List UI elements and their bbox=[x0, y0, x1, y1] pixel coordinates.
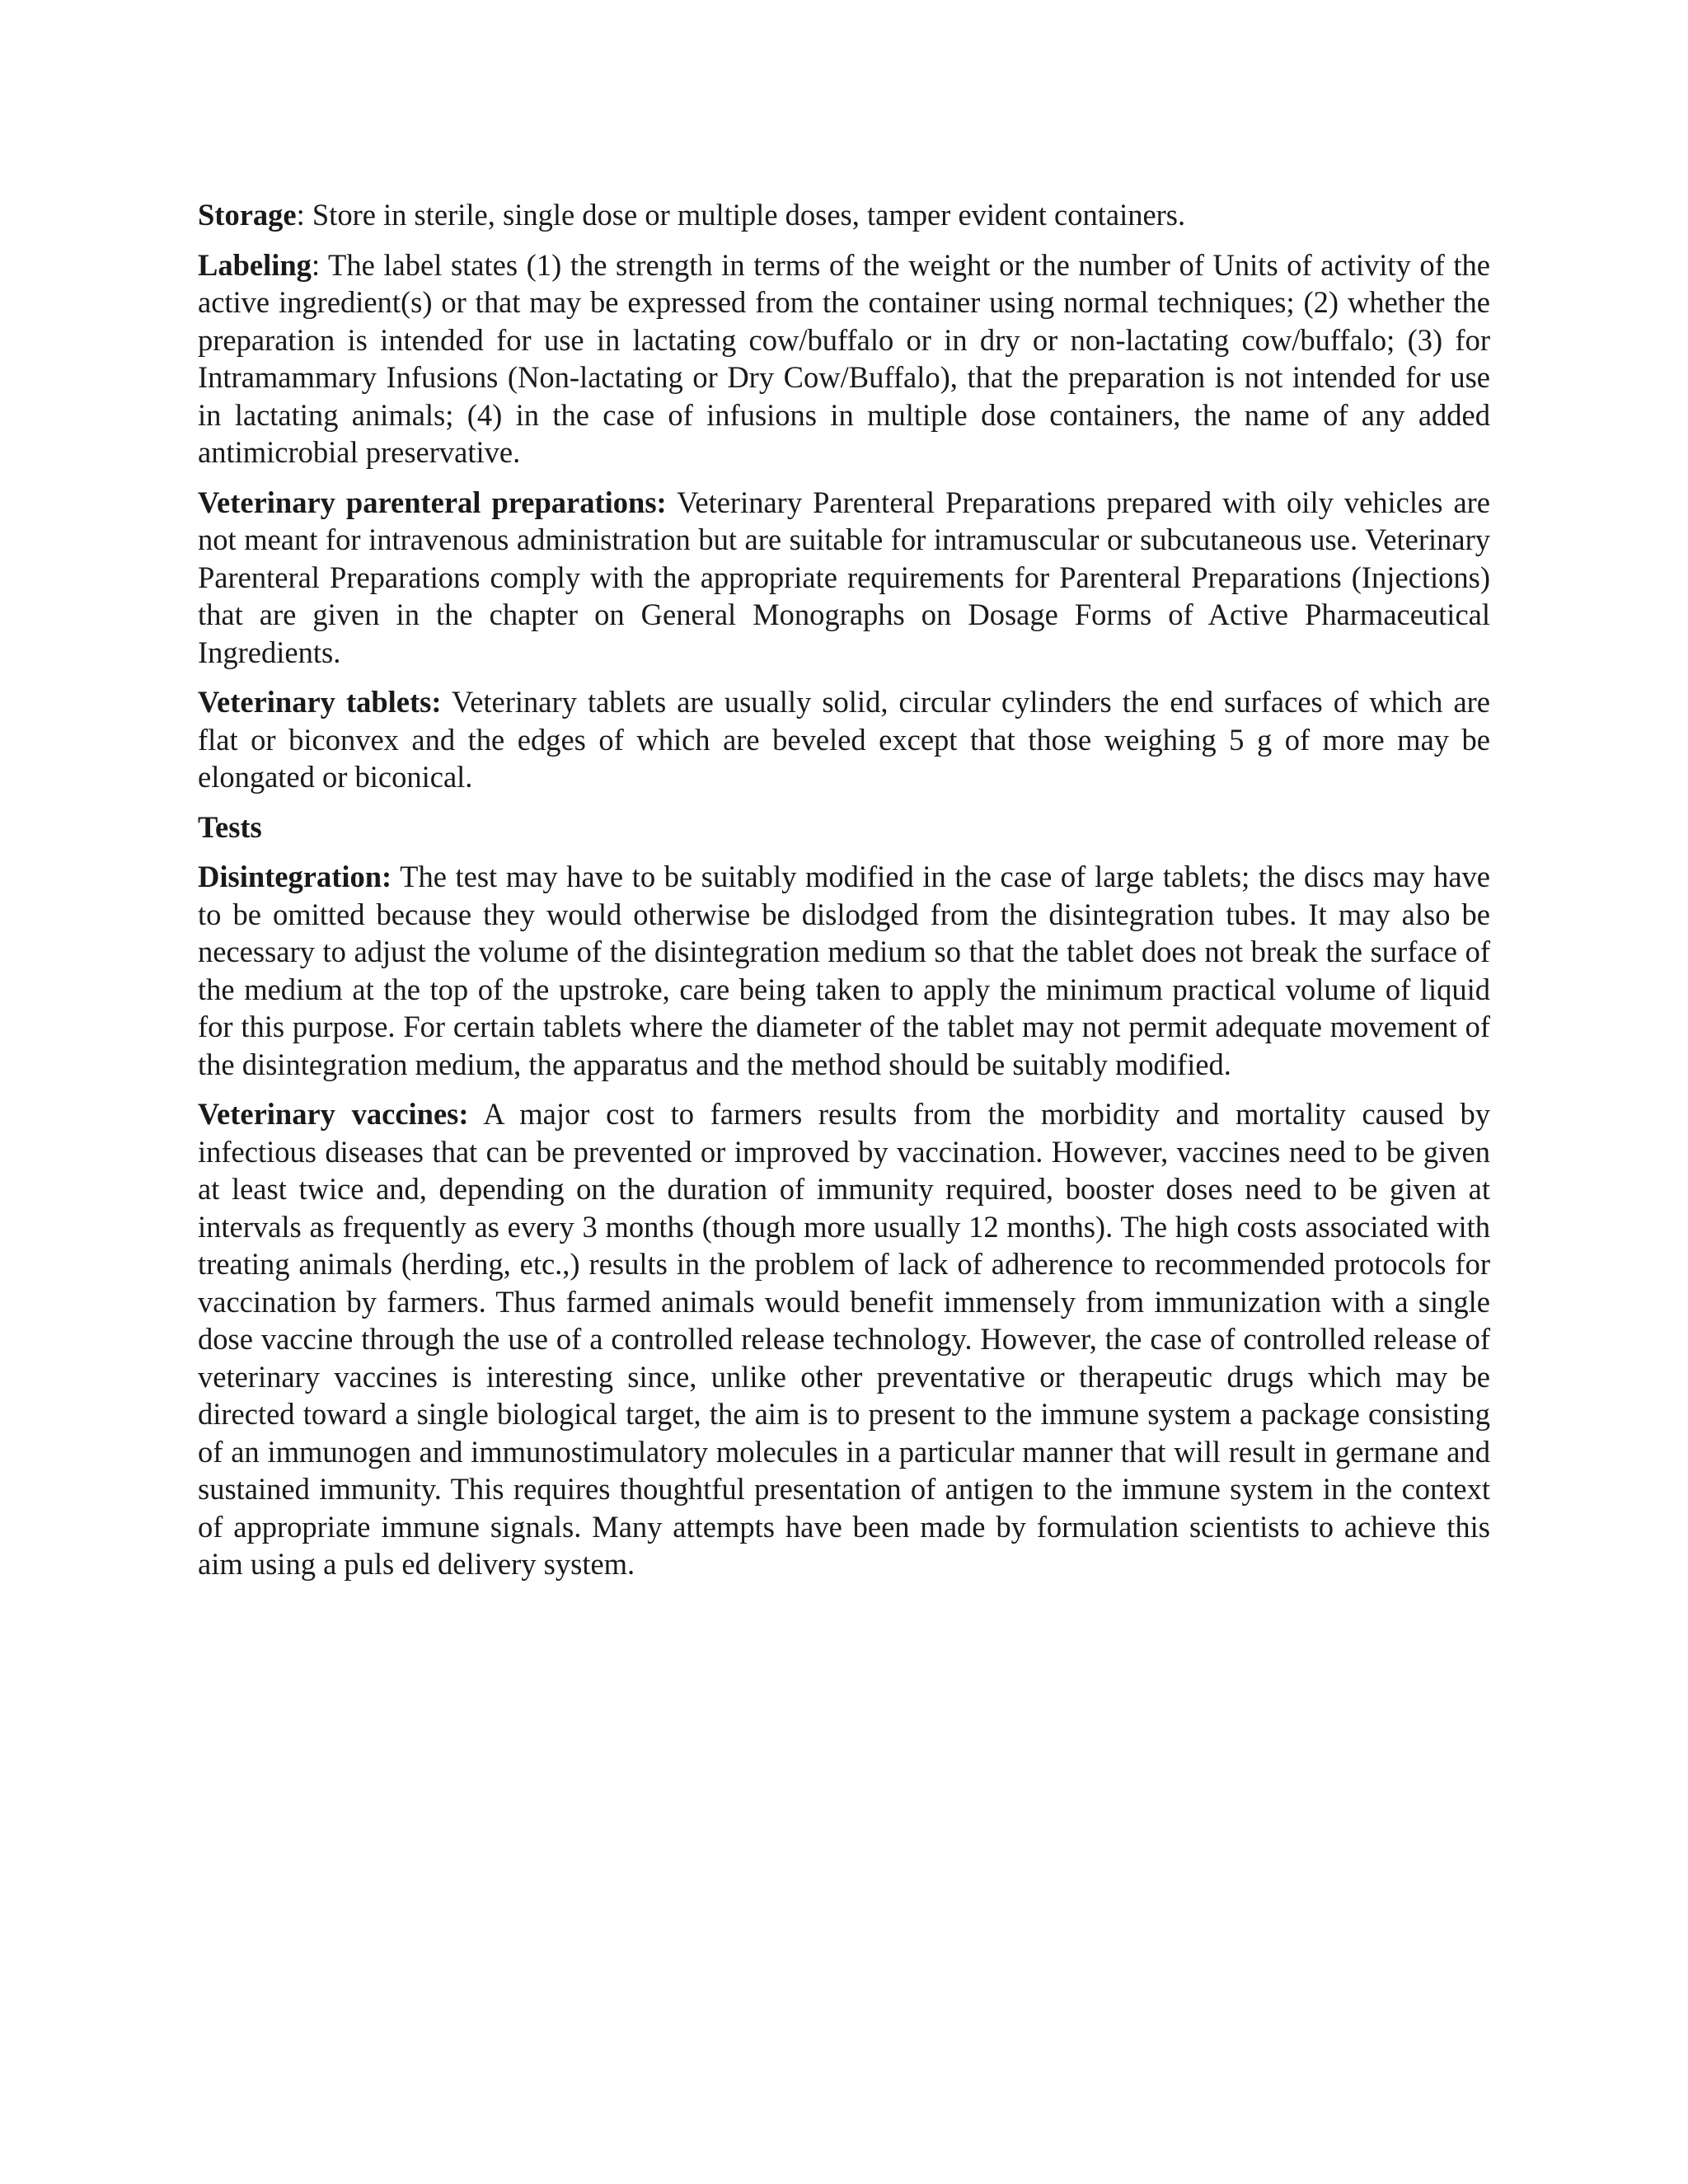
labeling-text: : The label states (1) the strength in terms of the weight or the number of Units of activity of the active ingredient(s) or that may be expressed from the container using normal techniques; (2) whether the preparation is intended for use in lactating cow/buffalo or in dry or non-lactating cow/buffalo; (3) for Intramammary Infusions (Non-lactating or Dry Cow/Buffalo), that the preparation is not intended for use in lactating animals; (4) in the case of infusions in multiple dose containers, the name of any added antimicrobial preservative. bbox=[198, 247, 1490, 469]
document-page bbox=[198, 196, 1490, 1596]
parenteral-text: Veterinary Parenteral Preparations prepared with oily vehicles are not meant for intravenous administration but are suitable for intramuscular or subcutaneous use. Veterinary Parenteral Preparations comply with the appropriate requirements for Parenteral Preparations (Injections) that are given in the chapter on General Monographs on Dosage Forms of Active Pharmaceutical Ingredients. bbox=[198, 485, 1490, 669]
tablets-text: Veterinary tablets are usually solid, circular cylinders the end surfaces of which are flat or biconvex and the edges of which are beveled except that those weighing 5 g of more may be elongated or biconical. bbox=[198, 685, 1491, 794]
disintegration-term: Disintegration: bbox=[198, 860, 392, 893]
labeling-paragraph bbox=[198, 246, 1490, 471]
vaccines-text: A major cost to farmers results from the morbidity and mortality caused by infectious diseases that can be prevented or improved by vaccination. However, vaccines need to be given at least twice and, depending on the duration of immunity required, booster doses need to be given at intervals as frequently as every 3 months (though more usually 12 months). The high costs associated with treating animals (herding, etc.,) results in the problem of lack of adherence to recommended protocols for vaccination by farmers. Thus farmed animals would benefit immensely from immunization with a single dose vaccine through the use of a controlled release technology. However, the case of controlled release of veterinary vaccines is interesting since, unlike other preventative or therapeutic drugs which may be directed toward a single biological target, the aim is to present to the immune system a package consisting of an immunogen and immunostimulatory molecules in a particular manner that will result in germane and sustained immunity. This requires thoughtful presentation of antigen to the immune system in the context of appropriate immune signals. Many attempts have been made by formulation scientists to achieve this aim using a puls ed delivery system. bbox=[198, 1097, 1490, 1581]
storage-paragraph bbox=[198, 196, 1490, 234]
parenteral-term: Veterinary parenteral preparations: bbox=[198, 485, 667, 519]
tablets-paragraph bbox=[198, 683, 1490, 796]
tests-heading: Tests bbox=[198, 809, 262, 844]
labeling-term: Labeling bbox=[198, 247, 312, 282]
vaccines-paragraph bbox=[198, 1095, 1490, 1583]
parenteral-paragraph bbox=[198, 484, 1490, 672]
storage-term: Storage bbox=[198, 198, 297, 232]
storage-text: : Store in sterile, single dose or multiple doses, tamper evident containers. bbox=[296, 198, 1186, 232]
disintegration-text: The test may have to be suitably modified in the case of large tablets; the discs may have to be omitted because they would otherwise be dislodged from the disintegration tubes. It may also be necessary to adjust the volume of the disintegration medium so that the tablet does not break the surface of the medium at the top of the upstroke, care being taken to apply the minimum practical volume of liquid for this purpose. For certain tablets where the diameter of the tablet may not permit adequate movement of the disintegration medium, the apparatus and the method should be suitably modified. bbox=[198, 860, 1490, 1081]
disintegration-paragraph bbox=[198, 858, 1490, 1083]
vaccines-term: Veterinary vaccines: bbox=[198, 1097, 469, 1131]
tablets-term: Veterinary tablets: bbox=[198, 685, 442, 719]
